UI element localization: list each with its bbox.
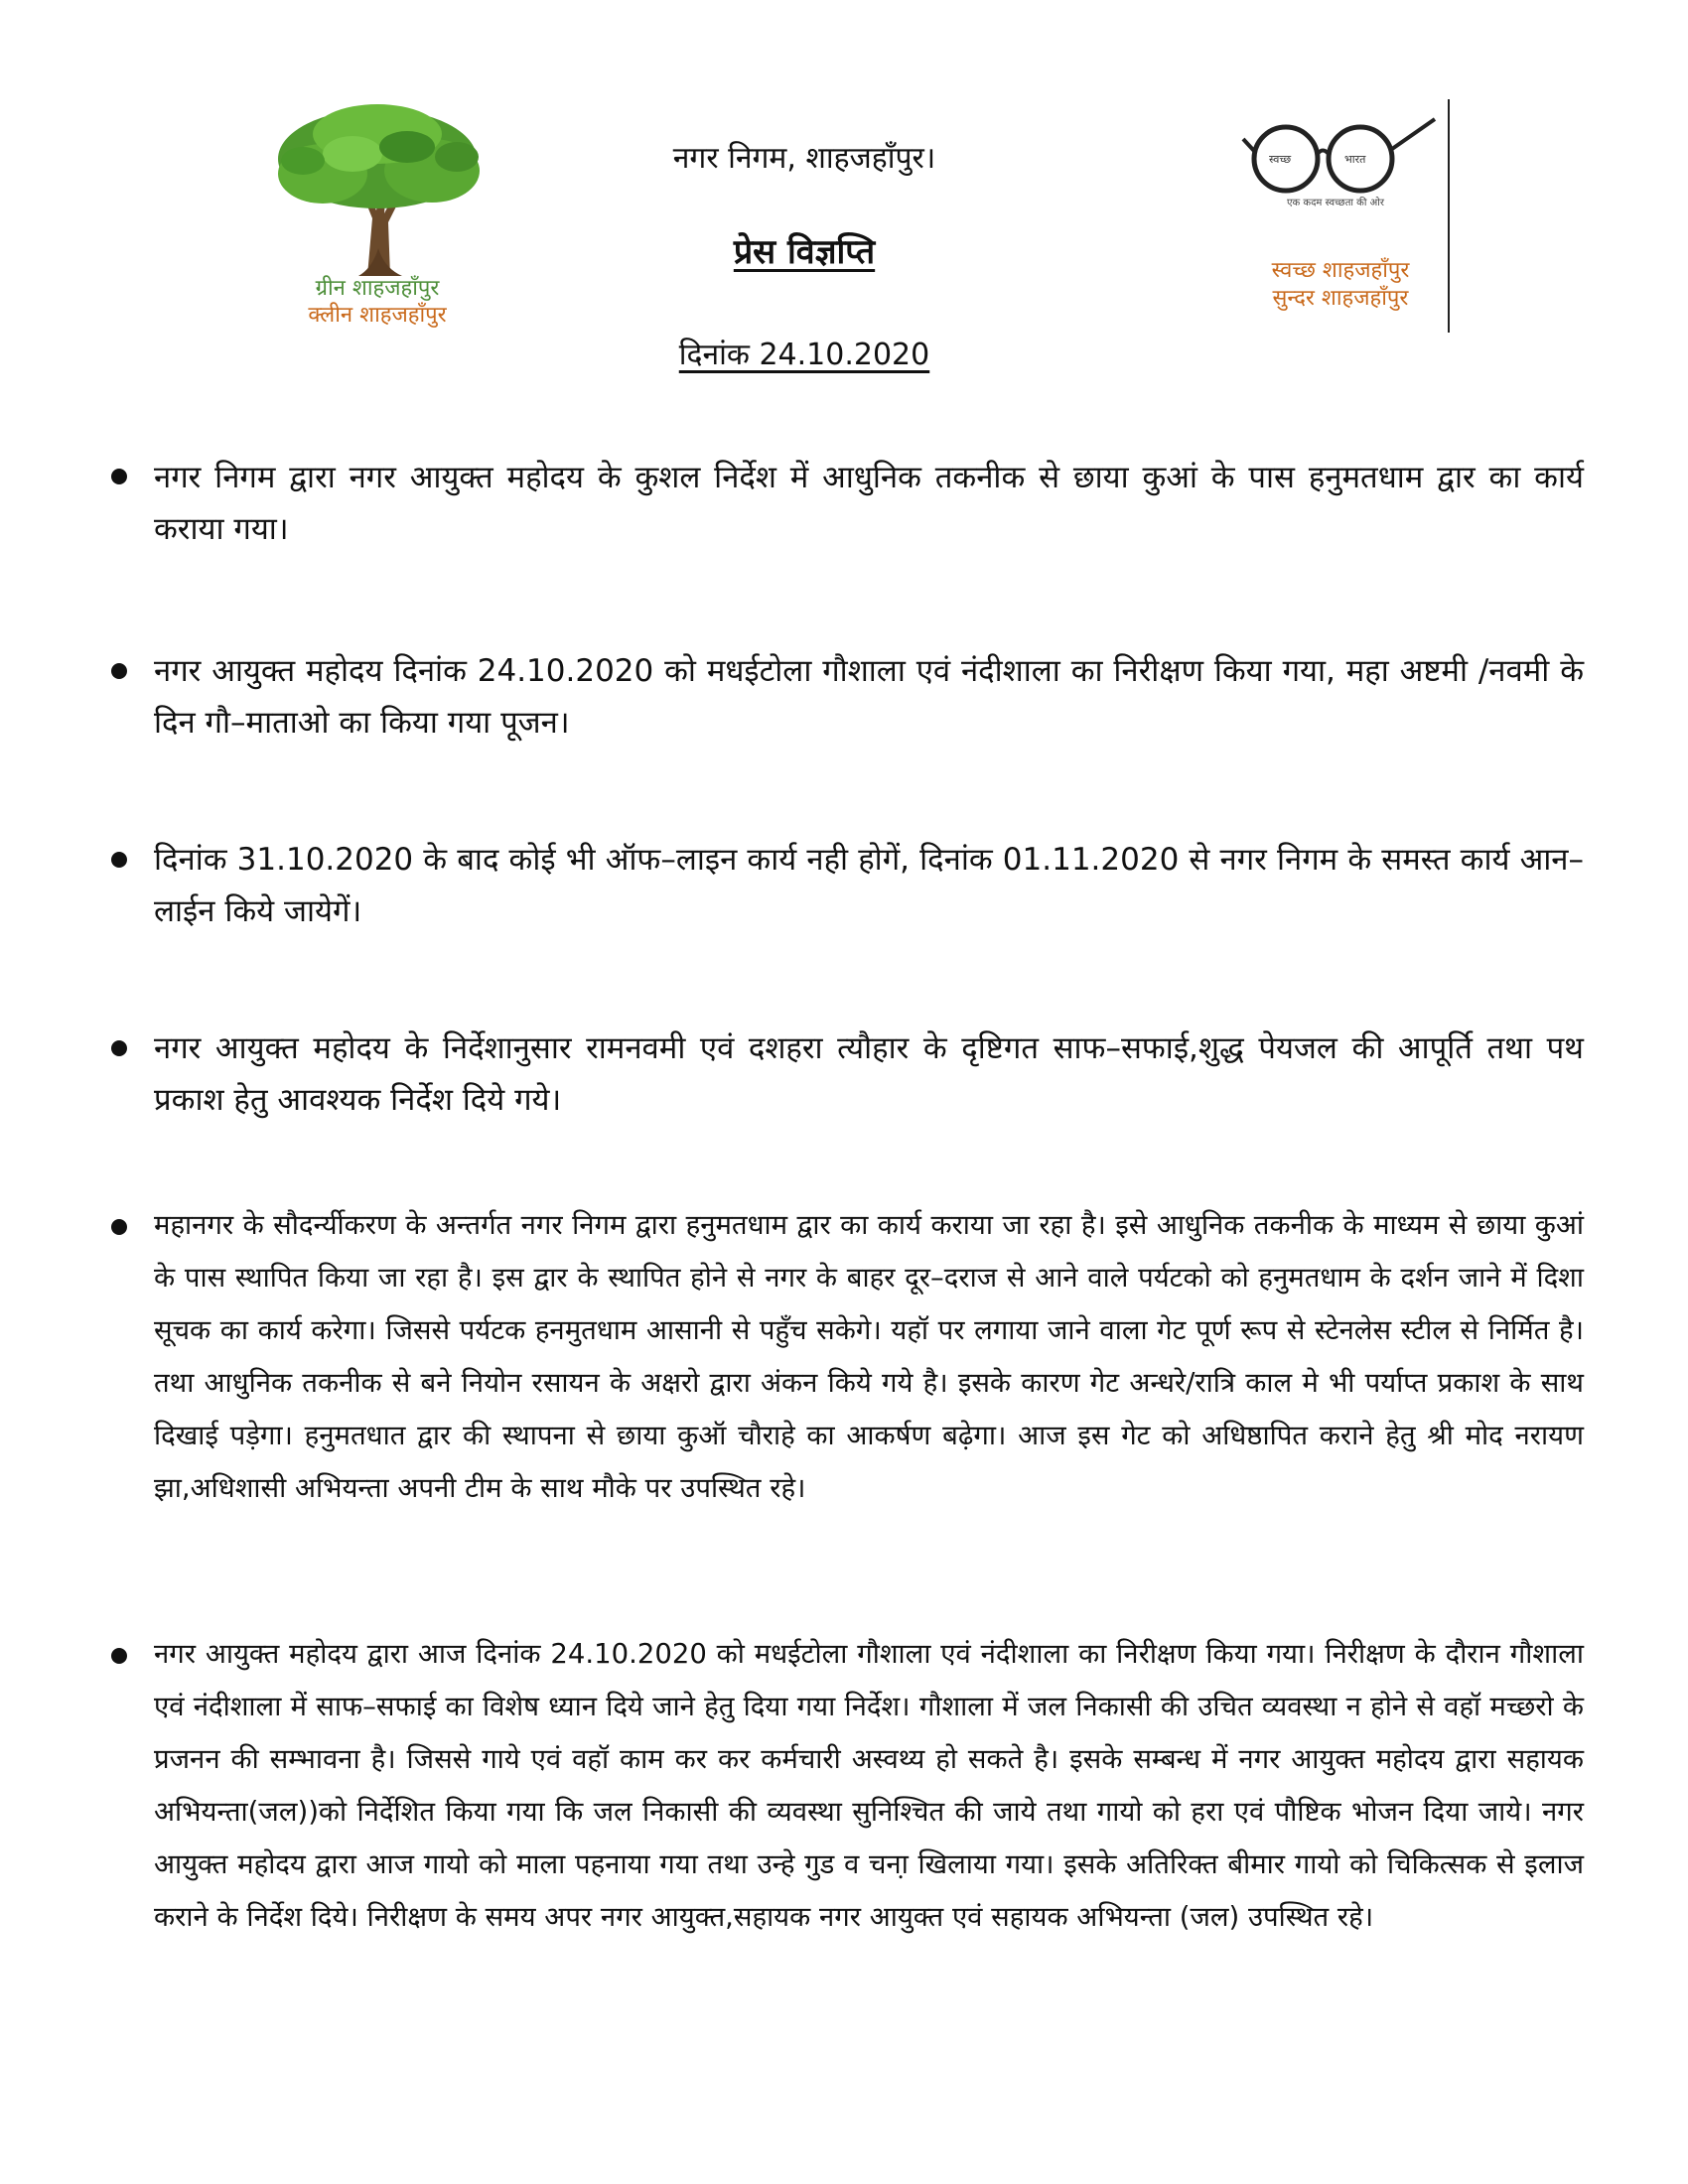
bullet-dot — [111, 469, 127, 484]
bullet-item-3: दिनांक 31.10.2020 के बाद कोई भी ऑफ–लाइन कार्य नही होगें, दिनांक 01.11.2020 से नगर निगम के समस्त कार्य आन–लाईन किये जायेगें। — [154, 842, 1584, 929]
bullet-dot — [111, 1219, 127, 1235]
bullet-dot — [111, 663, 127, 679]
tree-icon — [263, 99, 492, 278]
logo-caption-swachh: स्वच्छ शाहजहाँपुर — [1271, 258, 1410, 283]
press-release-title: प्रेस विज्ञप्ति — [733, 232, 876, 272]
logo-lens-right: भारत — [1344, 153, 1366, 166]
logo-caption-clean: क्लीन शाहजहाँपुर — [308, 303, 447, 328]
logo-caption-green: ग्रीन शाहजहाँपुर — [315, 276, 440, 301]
logo-caption-sundar: सुन्दर शाहजहाँपुर — [1272, 286, 1409, 311]
release-date: दिनांक 24.10.2020 — [678, 338, 930, 372]
header-divider — [1448, 99, 1450, 333]
bullet-item-4: नगर आयुक्त महोदय के निर्देशानुसार रामनवमी एवं दशहरा त्यौहार के दृष्टिगत साफ–सफाई,शुद्ध पेयजल की आपूर्ति तथा पथ प्रकाश हेतु आवश्यक निर्देश दिये गये। — [154, 1030, 1584, 1118]
bullet-dot — [111, 852, 127, 868]
organization-title: नगर निगम, शाहजहाँपुर। — [672, 141, 936, 176]
logo-lens-left: स्वच्छ — [1269, 153, 1292, 166]
bullet-item-5: महानगर के सौदर्न्यीकरण के अन्तर्गत नगर निगम द्वारा हनुमतधाम द्वार का कार्य कराया जा रहा है। इसे आधुनिक तकनीक के माध्यम से छाया कुआं के पास स्थापित किया जा रहा है। इस द्वार के स्थापित होने से नगर के बाहर दूर–दराज से आने वाले पर्यटको को हनुमतधाम के दर्शन जाने में दिशा सूचक का कार्य करेगा। जिससे पर्यटक हनमुतधाम आसानी से पहुँच सकेगे। यहॉ पर लगाया जाने वाला गेट पूर्ण रूप से स्टेनलेस स्टील से निर्मित है। तथा आधुनिक तकनीक से बने नियोन रसायन के अक्षरो द्वारा अंकन किये गये है। इसके कारण गेट अन्धरे/रात्रि काल मे भी पर्याप्त प्रकाश के साथ दिखाई पड़ेगा। हनुमतधात द्वार की स्थापना से छाया कुऑ चौराहे का आकर्षण बढ़ेगा। आज इस गेट को अधिष्ठापित कराने हेतु श्री मोद नरायण झा,अधिशासी अभियन्ता अपनी टीम के साथ मौके पर उपस्थित रहे। — [154, 1209, 1584, 1504]
bullet-item-1: नगर निगम द्वारा नगर आयुक्त महोदय के कुशल निर्देश में आधुनिक तकनीक से छाया कुआं के पास हनुमतधाम द्वार का कार्य कराया गया। — [154, 460, 1584, 547]
bullet-item-6: नगर आयुक्त महोदय द्वारा आज दिनांक 24.10.2020 को मधईटोला गौशाला एवं नंदीशाला का निरीक्षण किया गया। निरीक्षण के दौरान गौशाला एवं नंदीशाला में साफ–सफाई का विशेष ध्यान दिये जाने हेतु दिया गया निर्देश। गौशाला में जल निकासी की उचित व्यवस्था न होने से वहॉ मच्छरो के प्रजनन की सम्भावना है। जिससे गाये एवं वहॉ काम कर कर कर्मचारी अस्वथ्य हो सकते है। इसके सम्बन्ध में नगर आयुक्त महोदय द्वारा सहायक अभियन्ता(जल))को निर्देशित किया गया कि जल निकासी की व्यवस्था सुनिश्चित की जाये तथा गायो को हरा एवं पौष्टिक भोजन दिया जाये। नगर आयुक्त महोदय द्वारा आज गायो को माला पहनाया गया तथा उन्हे गुड व चना़ खिलाया गया। इसके अतिरिक्त बीमार गायो को चिकित्सक से इलाज कराने के निर्देश दिये। निरीक्षण के समय अपर नगर आयुक्त,सहायक नगर आयुक्त एवं सहायक अभियन्ता (जल) उपस्थित रहे। — [154, 1638, 1584, 1933]
bullet-dot — [111, 1648, 127, 1664]
bullet-dot — [111, 1040, 127, 1056]
bullet-item-2: नगर आयुक्त महोदय दिनांक 24.10.2020 को मधईटोला गौशाला एवं नंदीशाला का निरीक्षण किया गया, महा अष्टमी /नवमी के दिन गौ–माताओ का किया गया पूजन। — [154, 653, 1584, 741]
logo-tagline: एक कदम स्वच्छता की ओर — [1287, 198, 1384, 208]
swachh-bharat-logo — [1241, 109, 1440, 347]
green-shahjahanpur-logo — [263, 99, 492, 338]
